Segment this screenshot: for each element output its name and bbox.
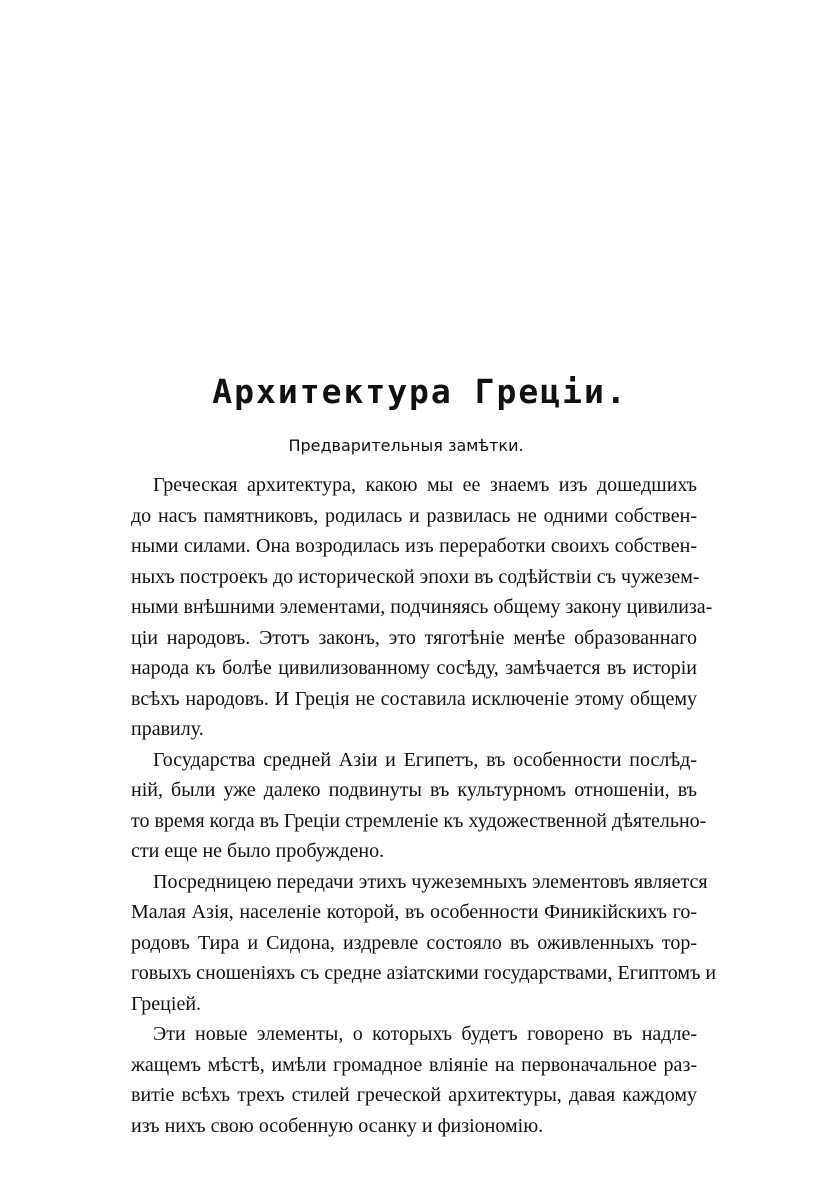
text-line: ціи народовъ. Этотъ законъ, это тяготѣніе менѣе образованнаго xyxy=(131,626,697,649)
text-line: народа къ болѣе цивилизованному сосѣду, замѣчается въ исторіи xyxy=(131,657,697,679)
text-line: ными силами. Она возродилась изъ переработки своихъ собствен- xyxy=(131,535,697,557)
page-title: Архитектура Греціи. xyxy=(212,372,628,411)
text-line: ній, были уже далеко подвинуты въ культурномъ отношеніи, въ xyxy=(131,779,697,801)
text-line: витіе всѣхъ трехъ стилей греческой архитектуры, давая каждому xyxy=(131,1084,697,1106)
page-subtitle: Предварительныя замѣтки. xyxy=(288,436,524,455)
text-line: Греціей. xyxy=(131,992,202,1015)
text-line: всѣхъ народовъ. И Греція не составила исключеніе этому общему xyxy=(131,687,697,710)
text-line: изъ нихъ свою особенную осанку и физіономію. xyxy=(131,1114,544,1137)
paragraph-3 xyxy=(131,867,717,1020)
paragraph-1 xyxy=(131,470,713,745)
text-line: до насъ памятниковъ, родилась и развилась не одними собствен- xyxy=(131,504,697,527)
text-line: то время когда въ Греціи стремленіе къ художественной дѣятельно- xyxy=(131,809,707,832)
text-line: сти еще не было пробуждено. xyxy=(131,840,385,862)
text-line: жащемъ мѣстѣ, имѣли громадное вліяніе на первоначальное раз- xyxy=(131,1053,697,1076)
text-line: родовъ Тира и Сидона, издревле состояло въ оживленныхъ тор- xyxy=(131,931,697,954)
text-line: Эти новые элементы, о которыхъ будетъ говорено въ надле- xyxy=(153,1023,697,1045)
paragraph-4 xyxy=(131,1019,697,1141)
paragraph-2 xyxy=(131,745,707,867)
text-line: Государства средней Азіи и Египетъ, въ особенности послѣд- xyxy=(153,748,697,771)
text-line: правилу. xyxy=(131,718,204,740)
body-text xyxy=(131,470,717,1141)
text-line: Малая Азія, населеніе которой, въ особенности Финикійскихъ го- xyxy=(131,901,697,923)
text-line: ными внѣшними элементами, подчиняясь общему закону цивилиза- xyxy=(131,596,713,618)
text-line: Посредницею передачи этихъ чужеземныхъ элементовъ является xyxy=(153,870,708,893)
text-line: Греческая архитектура, какою мы ее знаемъ изъ дошедшихъ xyxy=(153,474,697,496)
text-line: говыхъ сношеніяхъ съ средне азіатскими государствами, Египтомъ и xyxy=(131,962,717,984)
text-line: ныхъ построекъ до исторической эпохи въ содѣйствіи съ чужезем- xyxy=(131,565,700,588)
